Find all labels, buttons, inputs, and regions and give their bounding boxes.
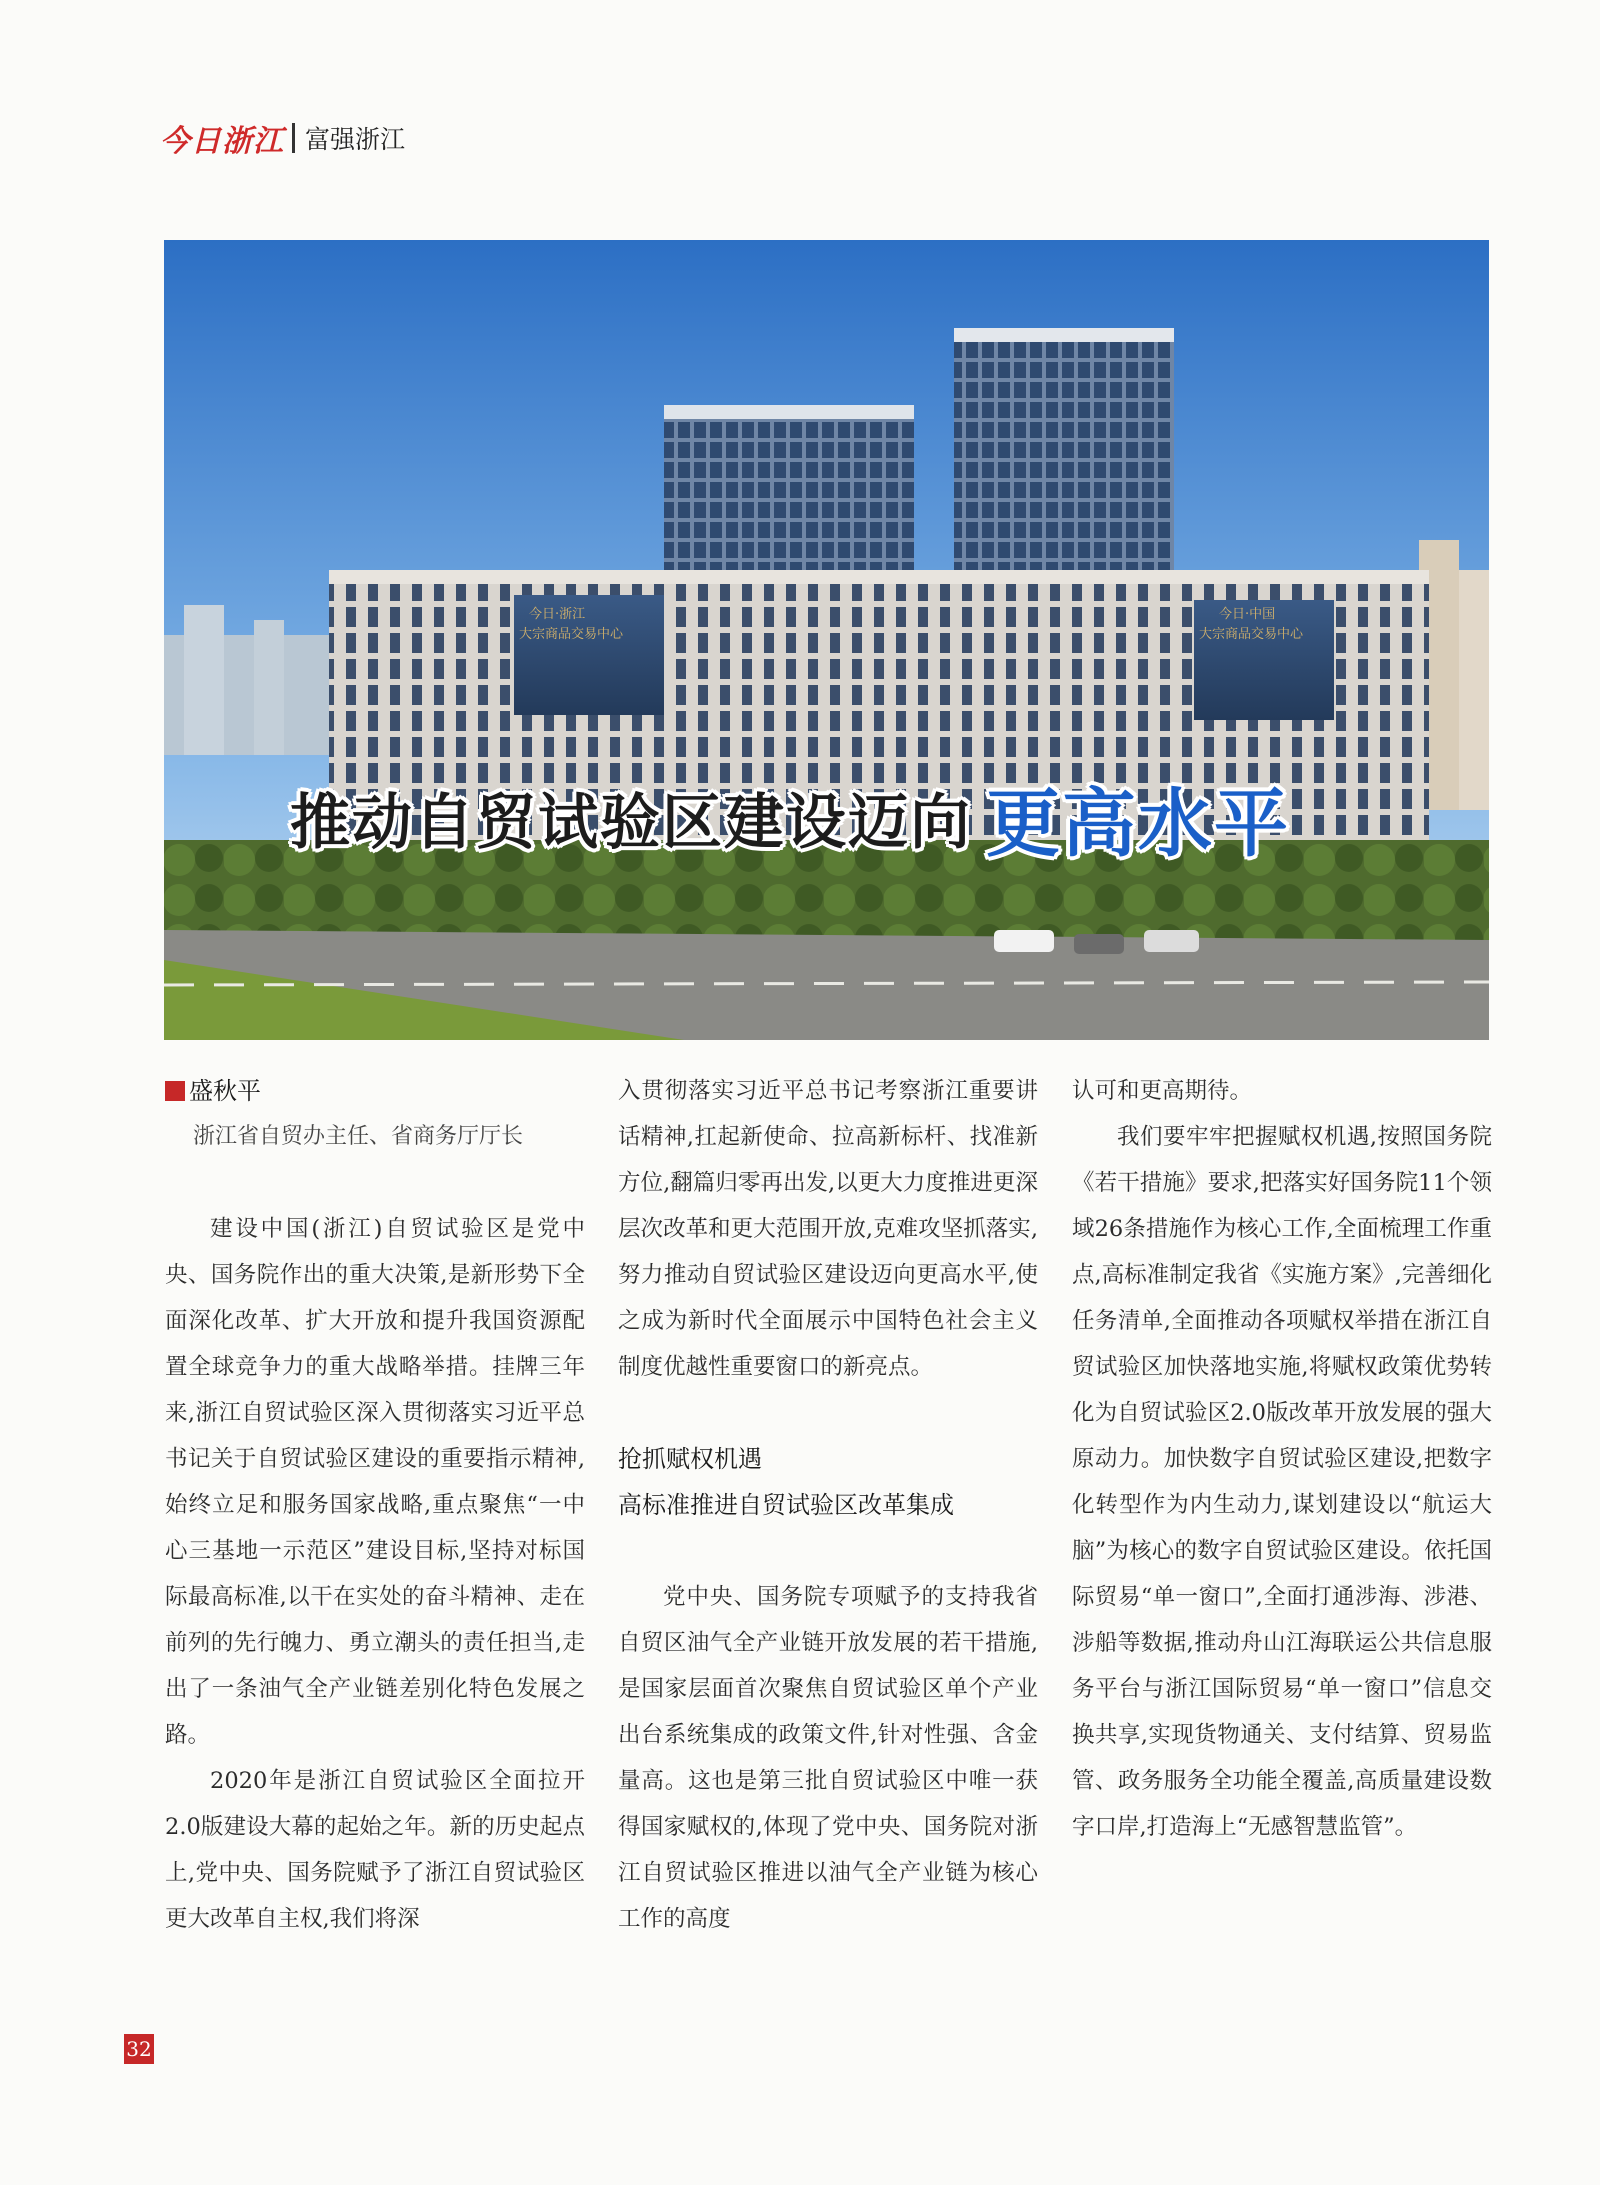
headline-part2: 更高水平: [986, 781, 1290, 867]
author-name: 盛秋平: [189, 1077, 261, 1105]
author-title: 浙江省自贸办主任、省商务厅厅长: [193, 1124, 524, 1149]
paragraph: 我们要牢牢把握赋权机遇,按照国务院《若干措施》要求,把落实好国务院11个领域26条措施作为核心工作,全面梳理工作重点,高标准制定我省《实施方案》,完善细化任务清单,全面推动各项赋权举措在浙江自贸试验区加快落地实施,将赋权政策优势转化为自贸试验区2.0版改革开放发展的强大原动力。加快数字自贸试验区建设,把数字化转型作为内生动力,谋划建设以“航运大脑”为核心的数字自贸试验区建设。依托国际贸易“单一窗口”,全面打通涉海、涉港、涉船等数据,推动舟山江海联运公共信息服务平台与浙江国际贸易“单一窗口”信息交换共享,实现货物通关、支付结算、贸易监管、政务服务全功能全覆盖,高质量建设数字口岸,打造海上“无感智慧监管”。: [1072, 1124, 1492, 1840]
column-1: [165, 1068, 585, 1942]
page-header: [160, 118, 405, 158]
header-divider: [292, 123, 295, 153]
paragraph: 党中央、国务院专项赋予的支持我省自贸区油气全产业链开放发展的若干措施,是国家层面首次聚焦自贸试验区单个产业出台系统集成的政策文件,针对性强、含金量高。这也是第三批自贸试验区中唯一获得国家赋权的,体现了党中央、国务院对浙江自贸试验区推进以油气全产业链为核心工作的高度: [618, 1584, 1038, 1932]
building-illustration: [164, 240, 1489, 1040]
paragraph: 入贯彻落实习近平总书记考察浙江重要讲话精神,扛起新使命、拉高新标杆、找准新方位,翻篇归零再出发,以更大力度推进更深层次改革和更大范围开放,克难攻坚抓落实,努力推动自贸试验区建设迈向更高水平,使之成为新时代全面展示中国特色社会主义制度优越性重要窗口的新亮点。: [618, 1078, 1038, 1380]
sign-right: 大宗商品交易中心: [1199, 627, 1304, 642]
sign-top-left: 今日·浙江: [529, 607, 586, 622]
paragraph: 建设中国(浙江)自贸试验区是党中央、国务院作出的重大决策,是新形势下全面深化改革、扩大开放和提升我国资源配置全球竞争力的重大战略举措。挂牌三年来,浙江自贸试验区深入贯彻落实习近平总书记关于自贸试验区建设的重要指示精神,始终立足和服务国家战略,重点聚焦“一中心三基地一示范区”建设目标,坚持对标国际最高标准,以干在实处的奋斗精神、走在前列的先行魄力、勇立潮头的责任担当,走出了一条油气全产业链差别化特色发展之路。: [165, 1216, 585, 1748]
subheading-line1: 抢抓赋权机遇: [618, 1445, 762, 1473]
author-square-icon: [165, 1081, 185, 1101]
hero-photo: [164, 240, 1489, 1040]
sign-left: 大宗商品交易中心: [519, 627, 624, 642]
paragraph: 认可和更高期待。: [1072, 1078, 1253, 1104]
article-headline: [290, 768, 1290, 868]
magazine-logo: 今日浙江: [160, 124, 284, 159]
page-number: 32: [124, 2034, 154, 2064]
sign-top-right: 今日·中国: [1219, 607, 1276, 622]
author-line: [165, 1068, 585, 1114]
column-3: [1072, 1068, 1492, 1850]
paragraph: 2020年是浙江自贸试验区全面拉开2.0版建设大幕的起始之年。新的历史起点上,党中央、国务院赋予了浙江自贸试验区更大改革自主权,我们将深: [165, 1768, 585, 1932]
column-2: [618, 1068, 1038, 1942]
subheading-line2: 高标准推进自贸试验区改革集成: [618, 1491, 954, 1519]
section-title: 富强浙江: [305, 125, 406, 154]
headline-part1: 推动自贸试验区建设迈向: [290, 788, 972, 858]
